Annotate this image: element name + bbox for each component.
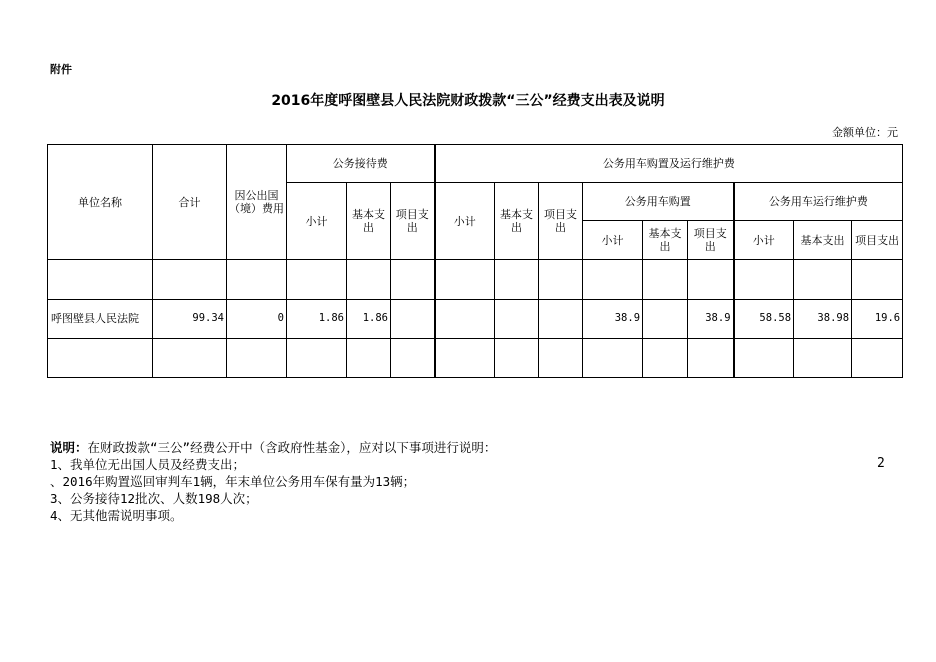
header-reception-project: 项目支出: [391, 183, 435, 260]
notes-line-1: 1、我单位无出国人员及经费支出；: [50, 457, 246, 472]
notes-intro: [50, 439, 496, 456]
header-unit-name: 单位名称: [48, 145, 153, 260]
cell-total: 99.34: [153, 299, 227, 338]
cell-abroad: 0: [227, 299, 287, 338]
page-title: 2016年度呼图壁县人民法院财政拨款“三公”经费支出表及说明: [271, 93, 665, 109]
header-vehicle-basic: 基本支出: [495, 183, 539, 260]
cell-reception-subtotal: 1.86: [287, 299, 347, 338]
notes-lead: 说明：: [50, 440, 88, 455]
header-operation-project: 项目支出: [852, 221, 903, 260]
table-row-empty: [48, 260, 903, 299]
header-vehicle-operation: 公务用车运行维护费: [734, 183, 903, 221]
header-total: 合计: [153, 145, 227, 260]
notes-line-2: 、2016年购置巡回审判车1辆，年末单位公务用车保有量为13辆；: [50, 474, 416, 489]
table-row-empty: [48, 338, 903, 377]
header-abroad: 因公出国（境）费用: [227, 145, 287, 260]
cell-reception-basic: 1.86: [347, 299, 391, 338]
notes-intro-text: 在财政拨款“三公”经费公开中（含政府性基金），应对以下事项进行说明：: [87, 440, 497, 455]
header-operation-subtotal: 小计: [734, 221, 794, 260]
attachment-label: 附件: [50, 63, 72, 76]
header-vehicle-purchase: 公务用车购置: [583, 183, 734, 221]
cell-operation-subtotal: 58.58: [734, 299, 794, 338]
header-reception-subtotal: 小计: [287, 183, 347, 260]
cell-reception-project: [391, 299, 435, 338]
header-vehicle-subtotal: 小计: [435, 183, 495, 260]
header-operation-basic: 基本支出: [794, 221, 852, 260]
cell-operation-project: 19.6: [852, 299, 903, 338]
header-reception-basic: 基本支出: [347, 183, 391, 260]
cell-vehicle-project: [539, 299, 583, 338]
notes-line-4: 4、无其他需说明事项。: [50, 508, 183, 523]
header-purchase-project: 项目支出: [688, 221, 734, 260]
notes-section: [50, 439, 496, 524]
cell-operation-basic: 38.98: [794, 299, 852, 338]
cell-unit-name: 呼图壁县人民法院: [48, 299, 153, 338]
cell-purchase-project: 38.9: [688, 299, 734, 338]
cell-purchase-subtotal: 38.9: [583, 299, 643, 338]
currency-unit-label: 金额单位：元: [832, 126, 898, 139]
header-vehicle: 公务用车购置及运行维护费: [435, 145, 903, 183]
header-purchase-basic: 基本支出: [643, 221, 688, 260]
cell-vehicle-subtotal: [435, 299, 495, 338]
page-number: 2: [877, 456, 885, 471]
table-row: [48, 299, 903, 338]
cell-vehicle-basic: [495, 299, 539, 338]
expense-table: [47, 144, 903, 378]
notes-line-3: 3、公务接待12批次、人数198人次；: [50, 491, 258, 506]
cell-purchase-basic: [643, 299, 688, 338]
header-vehicle-project: 项目支出: [539, 183, 583, 260]
header-purchase-subtotal: 小计: [583, 221, 643, 260]
header-reception: 公务接待费: [287, 145, 435, 183]
